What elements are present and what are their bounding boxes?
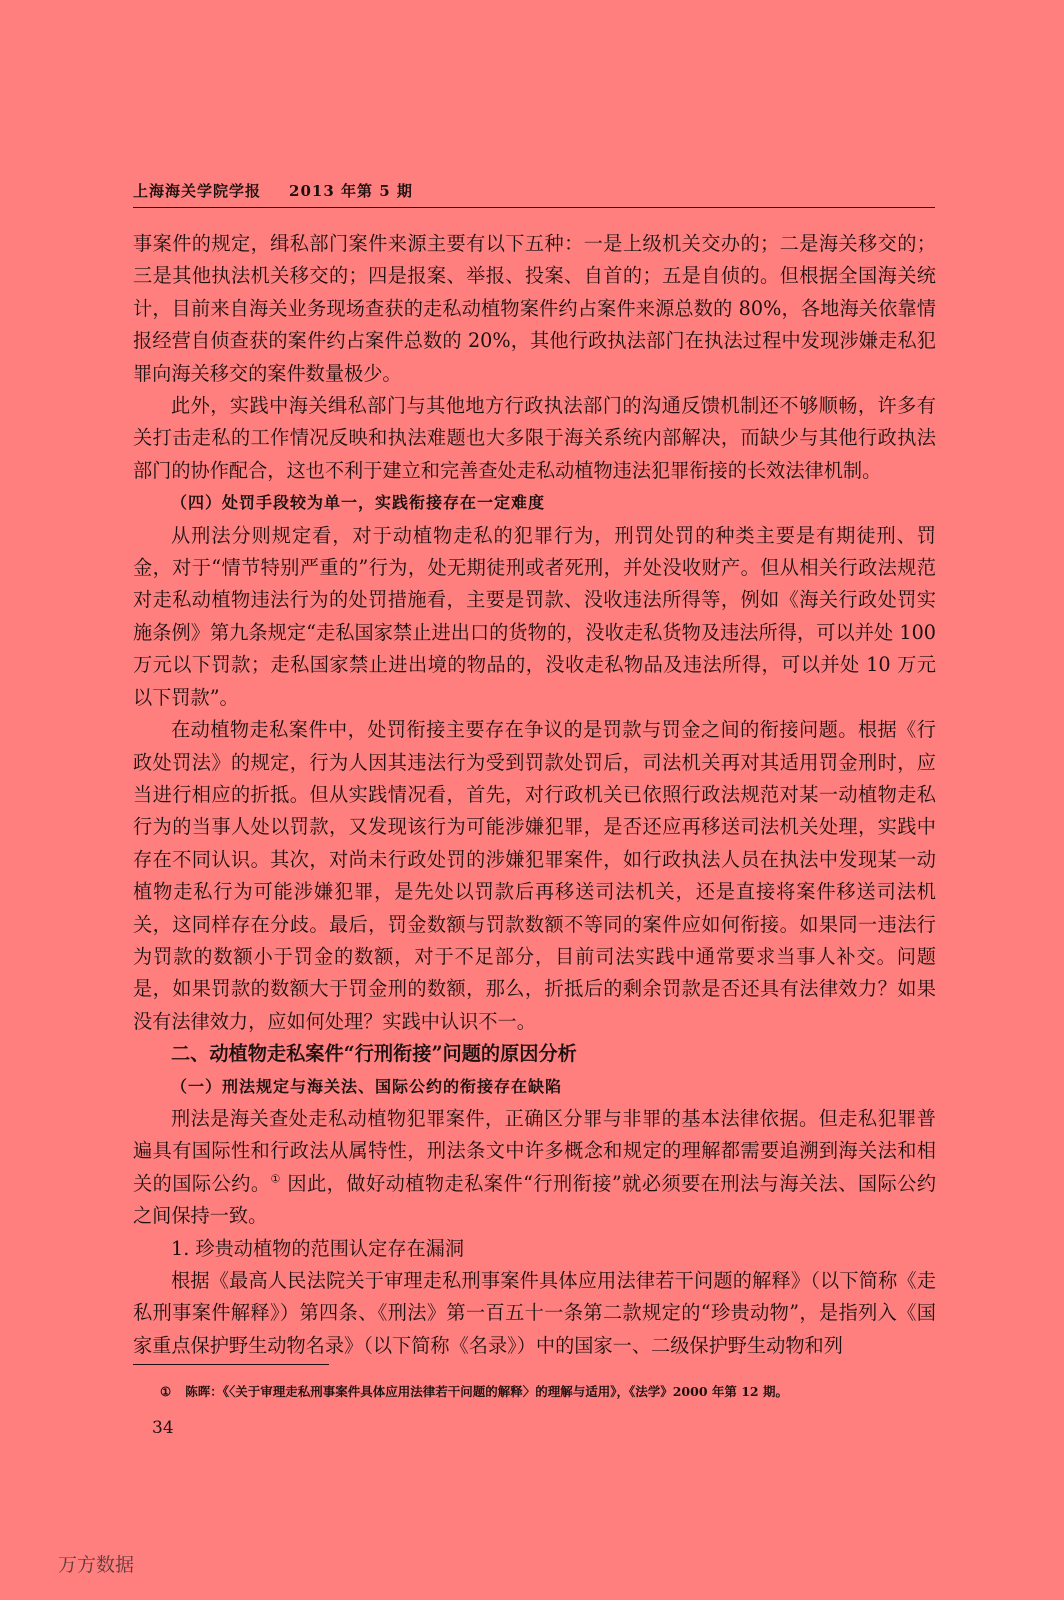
footnote xyxy=(160,1382,940,1400)
paragraph-1: 事案件的规定，缉私部门案件来源主要有以下五种：一是上级机关交办的；二是海关移交的；三是其他执法机关移交的；四是报案、举报、投案、自首的；五是自侦的。但根据全国海关统计，目前来自海关业务现场查获的走私动植物案件约占案件来源总数的 80%，各地海关依靠情报经营自侦查获的案件约占案件总数的 20%，其他行政执法部门在执法过程中发现涉嫌走私犯罪向海关移交的案件数量极少。 xyxy=(133,232,936,385)
paragraph-2: 此外，实践中海关缉私部门与其他地方行政执法部门的沟通反馈机制还不够顺畅，许多有关打击走私的工作情况反映和执法难题也大多限于海关系统内部解决，而缺少与其他行政执法部门的协作配合，这也不利于建立和完善查处走私动植物违法犯罪衔接的长效法律机制。 xyxy=(133,394,936,482)
section-heading-1: （一）刑法规定与海关法、国际公约的衔接存在缺陷 xyxy=(171,1076,563,1096)
section-heading-4: （四）处罚手段较为单一，实践衔接存在一定难度 xyxy=(171,493,546,513)
paragraph-5 xyxy=(133,1103,936,1233)
running-header xyxy=(133,180,933,201)
footnote-number: ① xyxy=(160,1384,172,1399)
footnote-text: 陈晖：《〈关于审理走私刑事案件具体应用法律若干问题的解释〉的理解与适用》，《法学》2000 年第 12 期。 xyxy=(185,1384,788,1399)
page-number: 34 xyxy=(152,1418,174,1438)
header-rule xyxy=(133,207,935,208)
paragraph-6: 根据《最高人民法院关于审理走私刑事案件具体应用法律若干问题的解释》（以下简称《走私刑事案件解释》）第四条、《刑法》第一百五十一条第二款规定的“珍贵动物”，是指列入《国家重点保护野生动物名录》（以下简称《名录》）中的国家一、二级保护野生动物和列 xyxy=(133,1269,936,1357)
journal-name: 上海海关学院学报 xyxy=(133,182,262,200)
paragraph-5-part-b: 因此，做好动植物走私案件“行刑衔接”就必须要在刑法与海关法、国际公约之间保持一致。 xyxy=(133,1171,937,1228)
chapter-heading-2: 二、动植物走私案件“行刑衔接”问题的原因分析 xyxy=(171,1042,577,1066)
paragraph-4: 在动植物走私案件中，处罚衔接主要存在争议的是罚款与罚金之间的衔接问题。根据《行政处罚法》的规定，行为人因其违法行为受到罚款处罚后，司法机关再对其适用罚金刑时，应当进行相应的折抵。但从实践情况看，首先，对行政机关已依照行政法规范对某一动植物走私行为的当事人处以罚款，又发现该行为可能涉嫌犯罪，是否还应再移送司法机关处理，实践中存在不同认识。其次，对尚未行政处罚的涉嫌犯罪案件，如行政执法人员在执法中发现某一动植物走私行为可能涉嫌犯罪，是先处以罚款后再移送司法机关，还是直接将案件移送司法机关，这同样存在分歧。最后，罚金数额与罚款数额不等同的案件应如何衔接。如果同一违法行为罚款的数额小于罚金的数额，对于不足部分，目前司法实践中通常要求当事人补交。问题是，如果罚款的数额大于罚金刑的数额，那么，折抵后的剩余罚款是否还具有法律效力？如果没有法律效力，应如何处理？实践中认识不一。 xyxy=(133,718,936,1033)
footnote-ref[interactable]: ① xyxy=(270,1172,281,1186)
paragraph-3: 从刑法分则规定看，对于动植物走私的犯罪行为，刑罚处罚的种类主要是有期徒刑、罚金，对于“情节特别严重的”行为，处无期徒刑或者死刑，并处没收财产。但从相关行政法规范对走私动植物违法行为的处罚措施看，主要是罚款、没收违法所得等，例如《海关行政处罚实施条例》第九条规定“走私国家禁止进出口的货物的，没收走私货物及违法所得，可以并处 100 万元以下罚款；走私国家禁止进出境的物品的，没收走私物品及违法所得，可以并处 10 万元以下罚款”。 xyxy=(133,523,936,709)
issue-label: 2013 年第 5 期 xyxy=(289,182,413,200)
subsection-heading-1: 1. 珍贵动植物的范围认定存在漏洞 xyxy=(171,1236,465,1260)
watermark: 万方数据 xyxy=(58,1554,135,1576)
footnote-rule xyxy=(133,1364,329,1365)
article-body xyxy=(133,228,936,1362)
paragraph-5-part-a: 刑法是海关查处走私动植物犯罪案件，正确区分罪与非罪的基本法律依据。但走私犯罪普遍具有国际性和行政法从属特性，刑法条文中许多概念和规定的理解都需要追溯到海关法和相关的国际公约。 xyxy=(133,1106,936,1195)
